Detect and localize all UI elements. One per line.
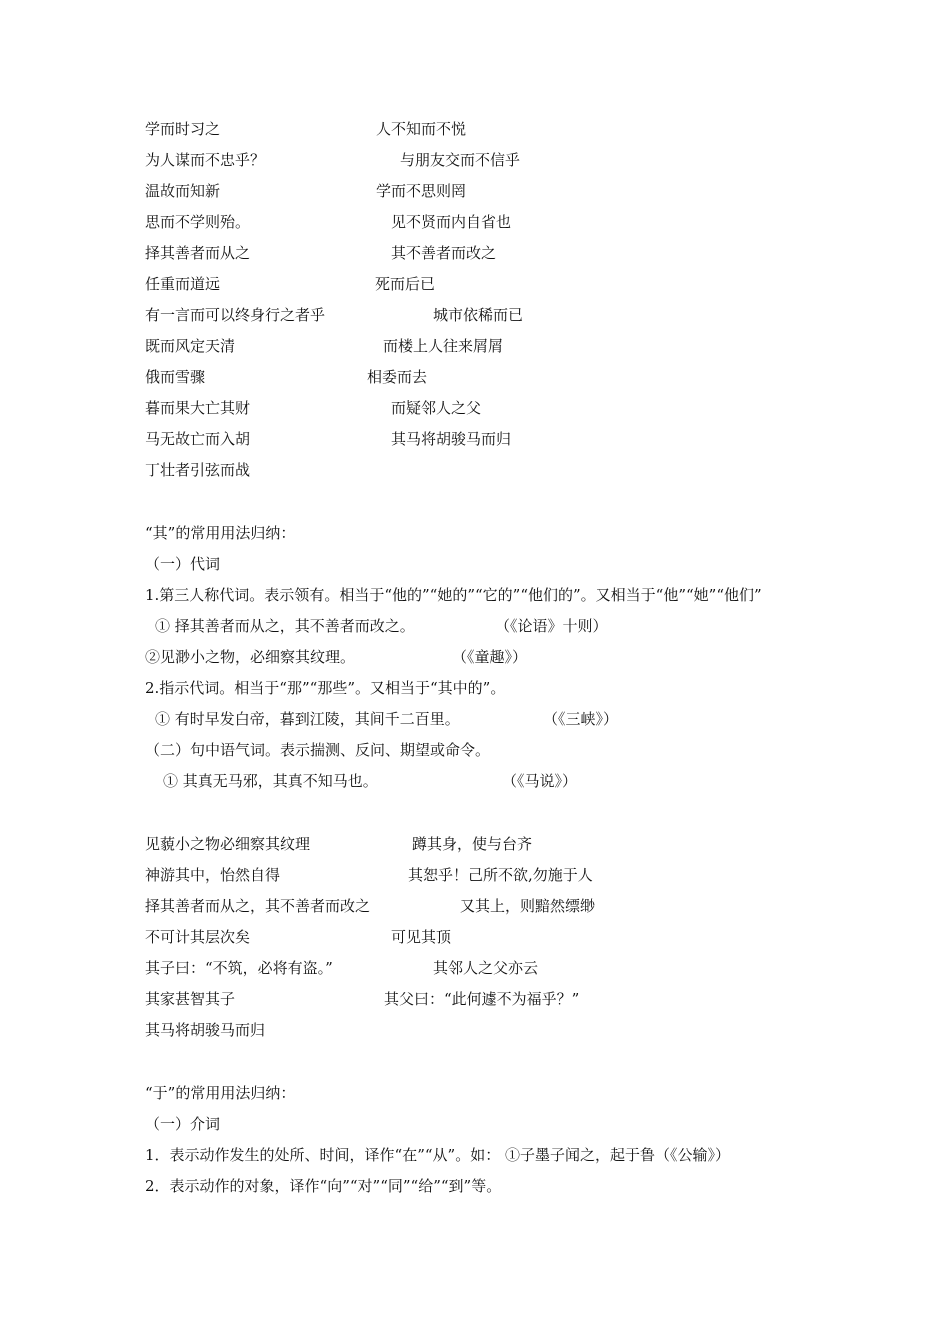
er-pair-left: 任重而道远 xyxy=(145,275,221,293)
er-pair-left: 马无故亡而入胡 xyxy=(145,430,251,448)
qi-pair-row xyxy=(0,924,950,950)
er-pair-right: 见不贤而内自省也 xyxy=(391,213,512,231)
yu-section-1 xyxy=(0,1111,950,1137)
qi-example-1-source: （《论语》十则） xyxy=(495,617,608,635)
qi-pair-row xyxy=(0,893,950,919)
er-pair-right: 人不知而不悦 xyxy=(376,120,467,138)
qi-example-1-text: ① 择其善者而从之，其不善者而改之。 xyxy=(155,617,415,635)
er-pair-left: 暮而果大亡其财 xyxy=(145,399,251,417)
er-pair-left: 学而时习之 xyxy=(145,120,221,138)
qi-pair-right: 其恕乎！己所不欲,勿施于人 xyxy=(408,866,593,884)
er-pair-right: 其马将胡骏马而归 xyxy=(391,430,512,448)
er-pair-left: 既而风定天清 xyxy=(145,337,236,355)
er-pair-row xyxy=(0,457,950,483)
er-pair-left: 有一言而可以终身行之者乎 xyxy=(145,306,326,324)
er-pair-row xyxy=(0,302,950,328)
qi-pair-row xyxy=(0,1017,950,1043)
qi-pair-right: 其父曰：“此何遽不为福乎？” xyxy=(384,990,580,1008)
qi-point-1-text: 1.第三人称代词。表示领有。相当于“他的”“她的”“它的”“他们的”。又相当于“他”“她”“他们” xyxy=(145,586,762,604)
qi-pair-left: 择其善者而从之，其不善者而改之 xyxy=(145,897,371,915)
er-pair-right: 学而不思则罔 xyxy=(376,182,467,200)
er-pair-row xyxy=(0,395,950,421)
er-pair-left: 温故而知新 xyxy=(145,182,221,200)
yu-point-1 xyxy=(0,1142,950,1168)
qi-example-4-source: （《马说》） xyxy=(502,772,578,790)
qi-example-2-source: （《童趣》） xyxy=(452,648,528,666)
yu-heading xyxy=(0,1080,950,1106)
qi-example-3 xyxy=(0,706,950,732)
qi-section-1-text: （一）代词 xyxy=(145,555,221,573)
er-pair-row xyxy=(0,147,950,173)
qi-example-3-text: ① 有时早发白帝，暮到江陵，其间千二百里。 xyxy=(155,710,460,728)
qi-pair-left: 见藐小之物必细察其纹理 xyxy=(145,835,311,853)
qi-pair-row xyxy=(0,862,950,888)
qi-pair-row xyxy=(0,986,950,1012)
er-pair-right: 而楼上人往来屑屑 xyxy=(383,337,504,355)
qi-pair-left: 不可计其层次矣 xyxy=(145,928,251,946)
qi-pair-left: 神游其中，怡然自得 xyxy=(145,866,281,884)
yu-section-1-text: （一）介词 xyxy=(145,1115,221,1133)
er-pair-row xyxy=(0,364,950,390)
qi-example-1 xyxy=(0,613,950,639)
qi-pair-right: 蹲其身，使与台齐 xyxy=(412,835,533,853)
yu-point-1-text: 1．表示动作发生的处所、时间，译作“在”“从”。如： ①子墨子闻之，起于鲁（《公输》） xyxy=(145,1146,730,1164)
er-pair-right: 与朋友交而不信乎 xyxy=(400,151,521,169)
qi-heading-text: “其”的常用用法归纳： xyxy=(145,524,296,542)
qi-pair-right: 可见其顶 xyxy=(391,928,452,946)
qi-section-2 xyxy=(0,737,950,763)
er-pair-right: 其不善者而改之 xyxy=(391,244,497,262)
er-pair-row xyxy=(0,209,950,235)
qi-pair-left: 其家甚智其子 xyxy=(145,990,236,1008)
er-pair-right: 死而后已 xyxy=(375,275,436,293)
er-pair-left: 丁壮者引弦而战 xyxy=(145,461,251,479)
er-pair-row xyxy=(0,178,950,204)
qi-point-1 xyxy=(0,582,950,608)
qi-section-2-text: （二）句中语气词。表示揣测、反问、期望或命令。 xyxy=(145,741,491,759)
qi-example-4-text: ① 其真无马邪，其真不知马也。 xyxy=(163,772,378,790)
er-pair-right: 而疑邻人之父 xyxy=(391,399,482,417)
er-pair-left: 俄而雪骤 xyxy=(145,368,206,386)
qi-pair-right: 又其上，则黯然缥缈 xyxy=(460,897,596,915)
qi-pair-left: 其马将胡骏马而归 xyxy=(145,1021,266,1039)
er-pair-row xyxy=(0,240,950,266)
er-pair-row xyxy=(0,333,950,359)
er-pair-left: 为人谋而不忠乎？ xyxy=(145,151,266,169)
qi-example-2 xyxy=(0,644,950,670)
qi-section-1 xyxy=(0,551,950,577)
er-pair-row xyxy=(0,426,950,452)
qi-example-3-source: （《三峡》） xyxy=(543,710,619,728)
qi-point-2 xyxy=(0,675,950,701)
qi-pair-right: 其邻人之父亦云 xyxy=(433,959,539,977)
er-pair-row xyxy=(0,116,950,142)
qi-heading xyxy=(0,520,950,546)
qi-example-2-text: ②见渺小之物，必细察其纹理。 xyxy=(145,648,356,666)
qi-pair-left: 其子曰：“不筑，必将有盗。” xyxy=(145,959,333,977)
er-pair-left: 择其善者而从之 xyxy=(145,244,251,262)
er-pair-row xyxy=(0,271,950,297)
qi-pair-row xyxy=(0,955,950,981)
qi-pair-row xyxy=(0,831,950,857)
er-pair-right: 相委而去 xyxy=(367,368,428,386)
qi-point-2-text: 2.指示代词。相当于“那”“那些”。又相当于“其中的”。 xyxy=(145,679,506,697)
er-pair-left: 思而不学则殆。 xyxy=(145,213,251,231)
yu-point-2 xyxy=(0,1173,950,1199)
qi-example-4 xyxy=(0,768,950,794)
yu-heading-text: “于”的常用用法归纳： xyxy=(145,1084,296,1102)
er-pair-right: 城市依稀而已 xyxy=(433,306,524,324)
yu-point-2-text: 2．表示动作的对象，译作“向”“对”“同”“给”“到”等。 xyxy=(145,1177,502,1195)
